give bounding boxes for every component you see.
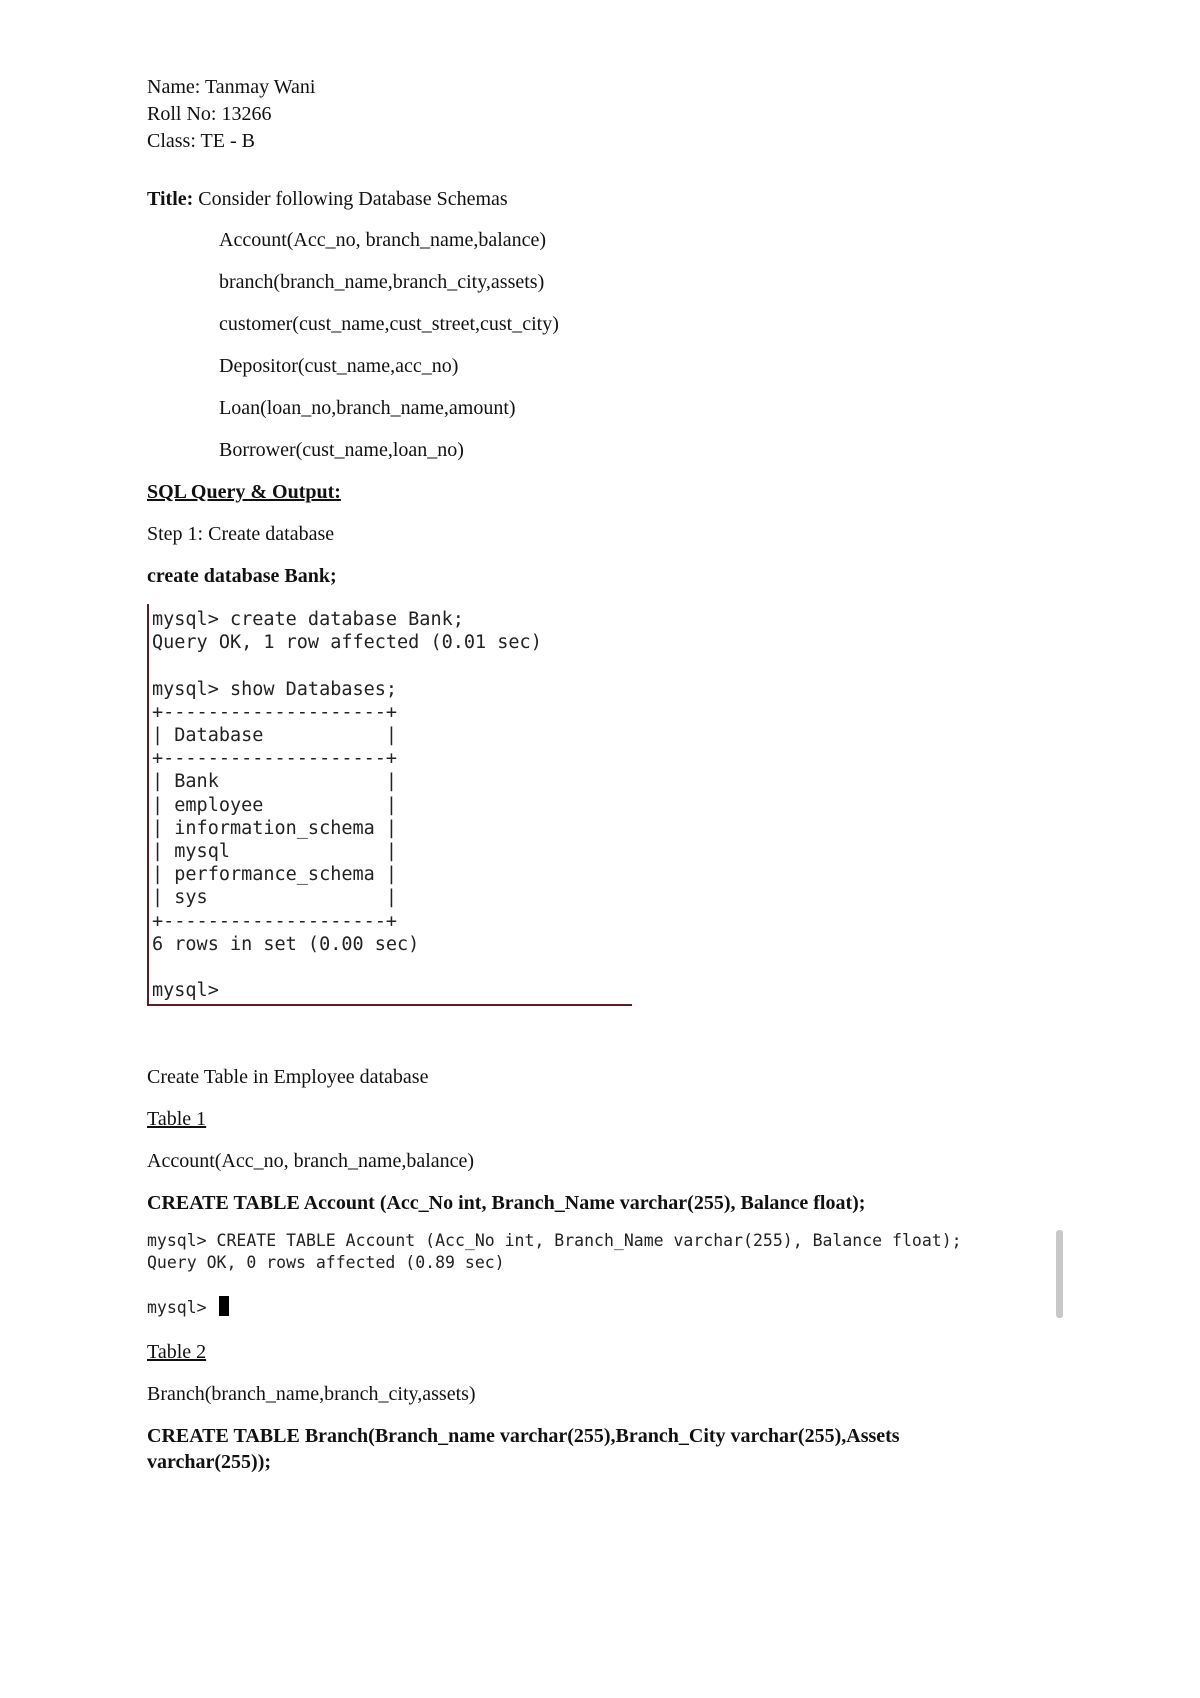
terminal-line: Query OK, 0 rows affected (0.89 sec) xyxy=(147,1253,505,1272)
title-label: Title: xyxy=(147,188,194,210)
schema-depositor: Depositor(cust_name,acc_no) xyxy=(219,355,459,377)
table1-schema: Account(Acc_no, branch_name,balance) xyxy=(147,1150,475,1172)
step1-label: Step 1: Create database xyxy=(147,523,335,545)
terminal-line: | information_schema | xyxy=(152,817,398,839)
table2-query-line2: varchar(255)); xyxy=(147,1451,272,1473)
schema-loan: Loan(loan_no,branch_name,amount) xyxy=(219,397,516,419)
terminal-line: mysql> create database Bank; xyxy=(152,609,464,630)
terminal-blank-line xyxy=(147,1274,1067,1296)
document-title xyxy=(147,186,508,212)
schema-branch: branch(branch_name,branch_city,assets) xyxy=(219,271,545,293)
terminal-line xyxy=(149,956,632,979)
terminal-line: mysql> show Databases; xyxy=(152,678,398,700)
terminal-line: mysql> xyxy=(152,980,219,1002)
title-text: Consider following Database Schemas xyxy=(193,188,508,210)
terminal-line: | sys | xyxy=(152,887,398,909)
terminal-line: +--------------------+ xyxy=(152,748,398,770)
schema-customer: customer(cust_name,cust_street,cust_city) xyxy=(219,313,559,335)
class-info: Class: TE - B xyxy=(147,130,255,152)
table2-query-line1: CREATE TABLE Branch(Branch_name varchar(255),Branch_City varchar(255),Assets xyxy=(147,1425,900,1447)
terminal-prompt-line xyxy=(147,1296,1067,1319)
table1-query: CREATE TABLE Account (Acc_No int, Branch_Name varchar(255), Balance float); xyxy=(147,1192,866,1214)
table2-schema: Branch(branch_name,branch_city,assets) xyxy=(147,1383,476,1405)
terminal-line: Query OK, 1 row affected (0.01 sec) xyxy=(152,632,542,654)
terminal-line: | performance_schema | xyxy=(152,864,398,886)
table1-label: Table 1 xyxy=(147,1108,207,1130)
terminal-line: | Bank | xyxy=(152,771,398,793)
schema-borrower: Borrower(cust_name,loan_no) xyxy=(219,439,464,461)
terminal-line: +--------------------+ xyxy=(152,701,398,723)
terminal-line: | mysql | xyxy=(152,841,398,863)
terminal-prompt: mysql> xyxy=(147,1298,217,1317)
section-heading: SQL Query & Output: xyxy=(147,481,341,503)
terminal-screenshot-1 xyxy=(147,604,632,1006)
student-name: Name: Tanmay Wani xyxy=(147,76,316,98)
step1-query: create database Bank; xyxy=(147,565,337,587)
table2-label: Table 2 xyxy=(147,1341,207,1363)
roll-number: Roll No: 13266 xyxy=(147,103,272,125)
terminal-line xyxy=(149,654,632,677)
create-table-intro: Create Table in Employee database xyxy=(147,1066,429,1088)
terminal-line: | employee | xyxy=(152,794,398,816)
cursor-icon xyxy=(219,1296,229,1316)
terminal-line: +--------------------+ xyxy=(152,910,398,932)
schema-account: Account(Acc_no, branch_name,balance) xyxy=(219,229,547,251)
terminal-scrollbar[interactable] xyxy=(1056,1230,1063,1318)
terminal-line: mysql> CREATE TABLE Account (Acc_No int, Branch_Name varchar(255), Balance float); xyxy=(147,1231,962,1250)
terminal-line: | Database | xyxy=(152,725,398,747)
terminal-line: 6 rows in set (0.00 sec) xyxy=(152,933,420,955)
terminal-screenshot-2 xyxy=(147,1230,1067,1320)
